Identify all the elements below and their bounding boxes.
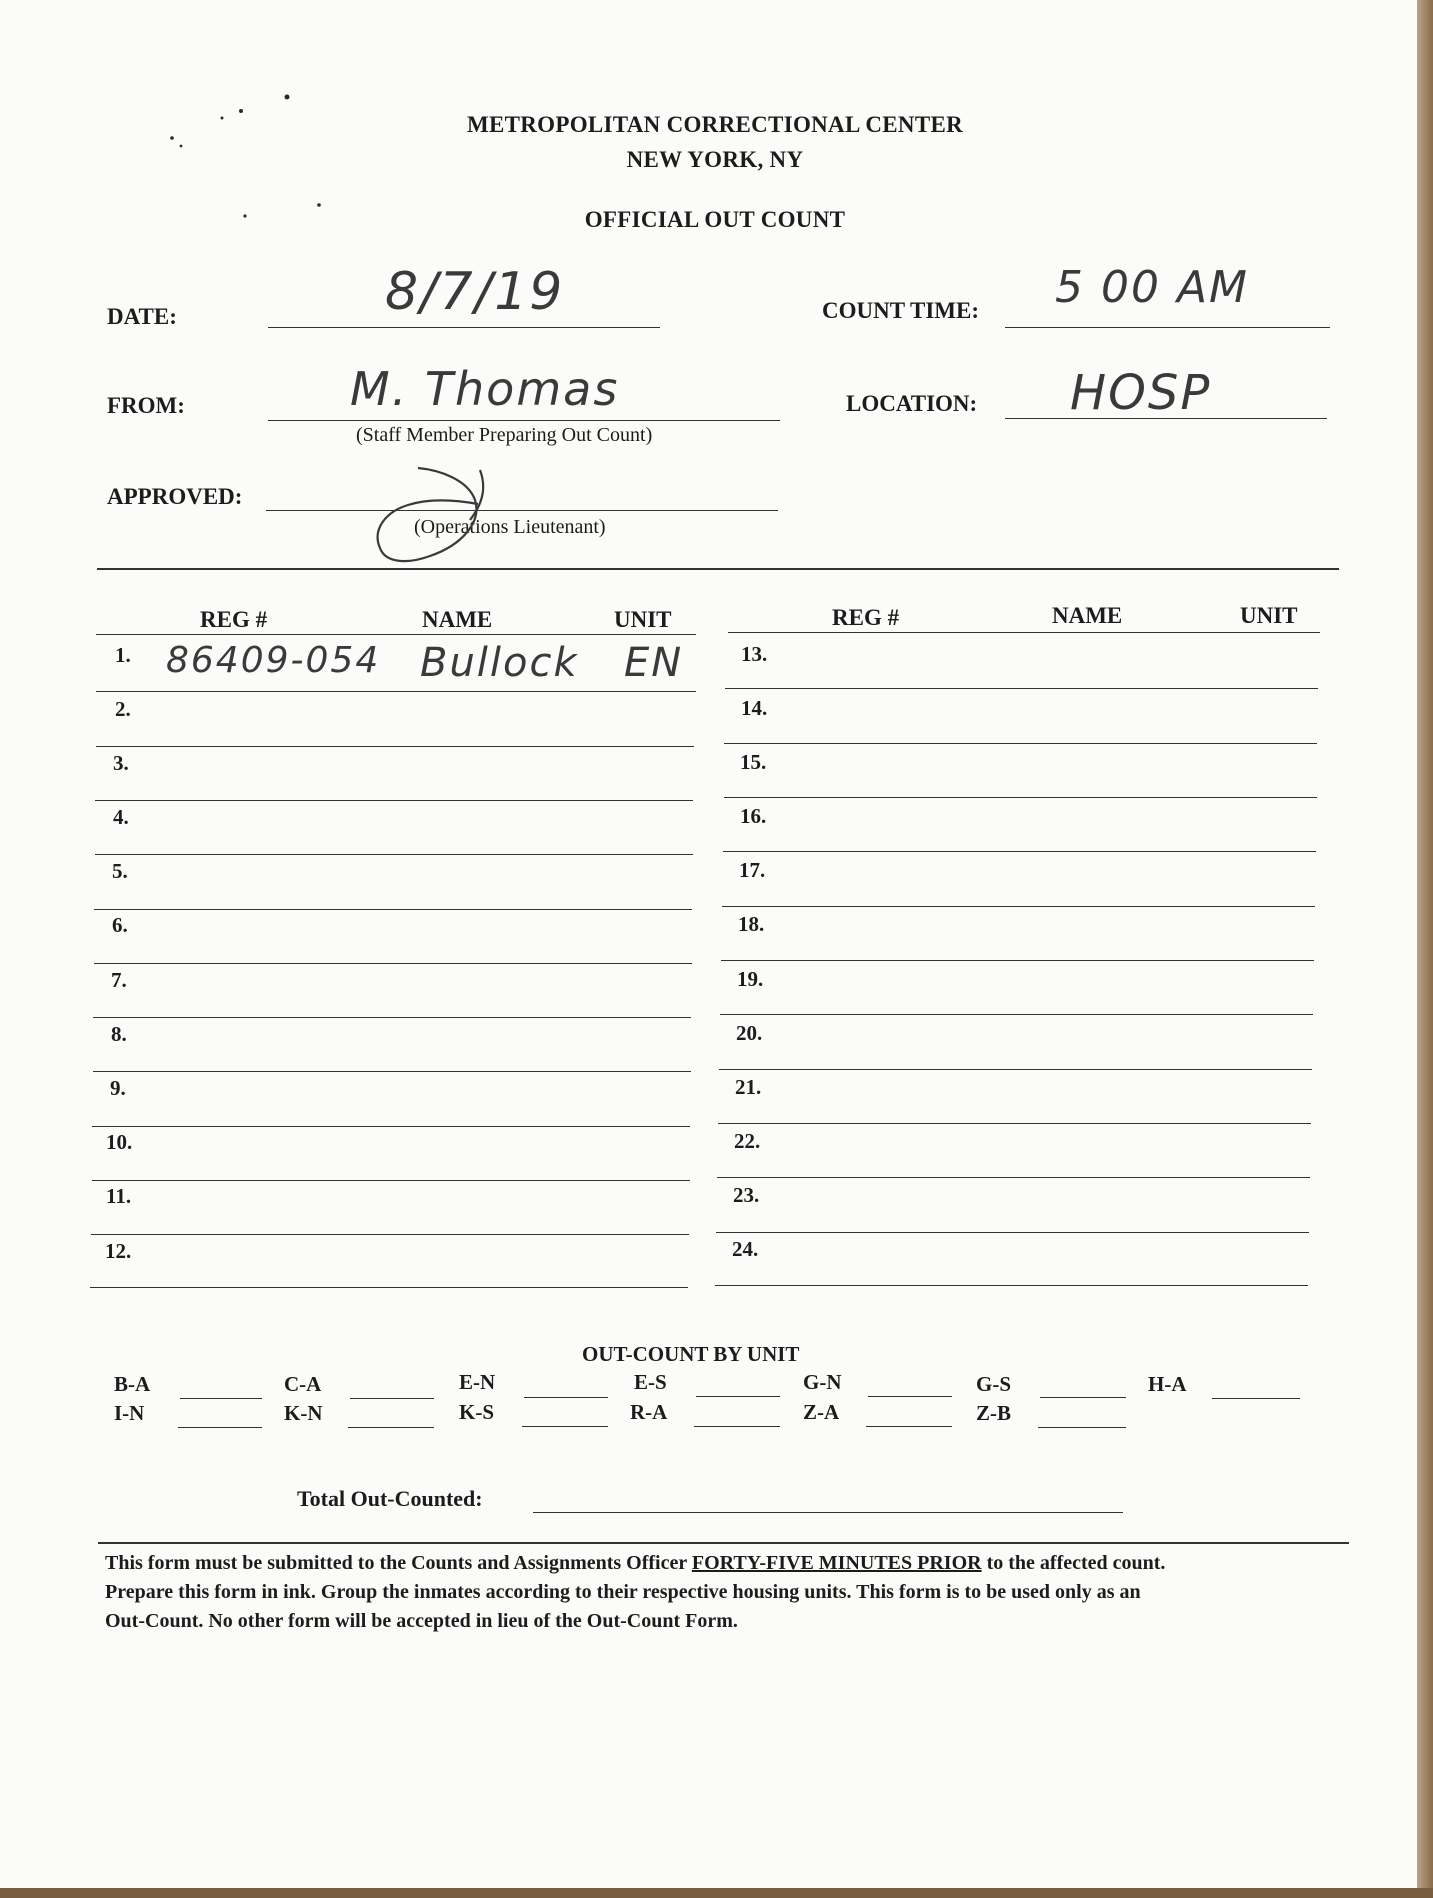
location-value[interactable]: HOSP [1070,365,1212,421]
desk-edge-bottom [0,1888,1433,1898]
from-value[interactable]: M. Thomas [350,362,620,416]
entry-1-unit[interactable]: EN [624,640,684,686]
unit-label: R-A [630,1400,668,1424]
header-name-right: NAME [1052,603,1123,628]
unit-label: K-S [459,1400,495,1424]
approved-caption: (Operations Lieutenant) [414,516,606,538]
desk-edge-right [1417,0,1433,1898]
footer-text-a: This form must be submitted to the Counts and Assignments Officer [105,1552,692,1574]
from-caption: (Staff Member Preparing Out Count) [356,424,653,446]
unit-label: H-A [1148,1372,1187,1396]
footer-emphasis: FORTY-FIVE MINUTES PRIOR [691,1552,982,1574]
unit-label: Z-B [976,1401,1012,1425]
row-number: 20. [736,1021,763,1045]
row-number: 4. [113,805,129,829]
from-label: FROM: [107,393,185,418]
row-number: 21. [735,1075,762,1099]
row-number: 12. [105,1239,132,1263]
row-number: 7. [111,968,127,992]
row-number: 5. [112,859,128,883]
header-name-left: NAME [422,607,493,632]
unit-label: B-A [114,1372,151,1396]
row-number: 8. [111,1022,127,1046]
row-number: 24. [732,1237,759,1261]
location-label: LOCATION: [846,391,978,416]
entry-1-reg[interactable]: 86409-054 [166,640,381,681]
row-number: 6. [112,913,128,937]
row-number: 15. [740,750,767,774]
row-number: 16. [740,804,767,828]
header-unit-right: UNIT [1240,603,1298,628]
out-count-heading: OUT-COUNT BY UNIT [582,1342,800,1366]
row-number: 11. [106,1184,132,1208]
unit-label: C-A [284,1372,322,1396]
footer-line-3: Out-Count. No other form will be accepted in lieu of the Out-Count Form. [105,1610,738,1632]
count-time-value[interactable]: 5 00 AM [1055,262,1250,313]
header-reg-left: REG # [200,607,268,632]
row-number: 1. [115,643,131,667]
unit-label: K-N [284,1401,323,1425]
form-title: OFFICIAL OUT COUNT [584,207,846,232]
row-number: 13. [741,642,768,666]
approved-label: APPROVED: [107,484,243,509]
total-label: Total Out-Counted: [297,1486,483,1511]
row-number: 17. [739,858,766,882]
row-number: 9. [110,1076,126,1100]
row-number: 19. [737,967,764,991]
unit-label: Z-A [803,1400,840,1424]
row-number: 2. [115,697,131,721]
count-time-label: COUNT TIME: [822,298,979,323]
entry-1-name[interactable]: Bullock [420,640,579,686]
footer-text-b: to the affected count. [981,1552,1166,1574]
header-reg-right: REG # [832,605,900,630]
approver-signature [378,468,484,561]
unit-label: G-N [803,1370,842,1394]
header-unit-left: UNIT [614,607,672,632]
row-number: 10. [106,1130,133,1154]
footer-line-2: Prepare this form in ink. Group the inmates according to their respective housing units. This form is to be used only as an [105,1581,1141,1603]
row-number: 3. [113,751,129,775]
date-value[interactable]: 8/7/19 [385,262,565,322]
row-number: 23. [733,1183,760,1207]
institution-name: METROPOLITAN CORRECTIONAL CENTER [466,112,964,137]
unit-label: G-S [976,1372,1012,1396]
unit-label: E-N [459,1370,496,1394]
paper-specks [170,95,321,218]
row-number: 14. [741,696,768,720]
unit-label: E-S [634,1370,667,1394]
institution-city: NEW YORK, NY [626,147,804,172]
row-number: 18. [738,912,765,936]
unit-label: I-N [114,1401,145,1425]
date-label: DATE: [107,304,177,329]
row-number: 22. [734,1129,761,1153]
